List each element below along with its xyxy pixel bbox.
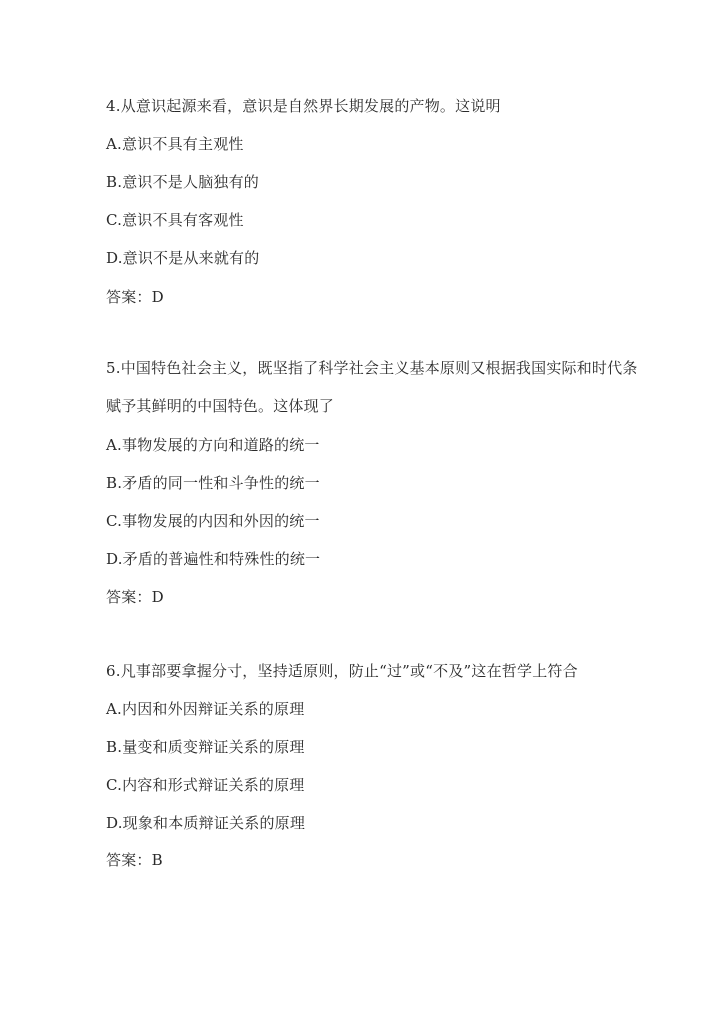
answer: 答案：B: [106, 851, 163, 869]
option-a: A.内因和外因辩证关系的原理: [106, 700, 305, 718]
option-b: B.量变和质变辩证关系的原理: [106, 738, 305, 756]
option-c: C.内容和形式辩证关系的原理: [106, 776, 305, 794]
answer: 答案：D: [106, 288, 164, 306]
question-stem-continued: 赋予其鲜明的中国特色。这体现了: [106, 397, 335, 415]
option-b: B.矛盾的同一性和斗争性的统一: [106, 474, 320, 492]
option-a: A.事物发展的方向和道路的统一: [106, 436, 320, 454]
option-d: D.现象和本质辩证关系的原理: [106, 814, 306, 832]
option-b: B.意识不是人脑独有的: [106, 173, 259, 191]
answer: 答案：D: [106, 588, 164, 606]
question-stem: 5.中国特色社会主义，既坚指了科学社会主义基本原则又根据我国实际和时代条: [106, 359, 638, 377]
option-d: D.意识不是从来就有的: [106, 249, 260, 267]
option-c: C.意识不具有客观性: [106, 211, 244, 229]
option-a: A.意识不具有主观性: [106, 135, 244, 153]
question-stem: 4.从意识起源来看，意识是自然界长期发展的产物。这说明: [106, 97, 501, 115]
option-c: C.事物发展的内因和外因的统一: [106, 512, 320, 530]
question-stem: 6.凡事部要拿握分寸，坚持适原则，防止“过”或“不及”这在哲学上符合: [106, 662, 578, 680]
option-d: D.矛盾的普遍性和特殊性的统一: [106, 550, 321, 568]
